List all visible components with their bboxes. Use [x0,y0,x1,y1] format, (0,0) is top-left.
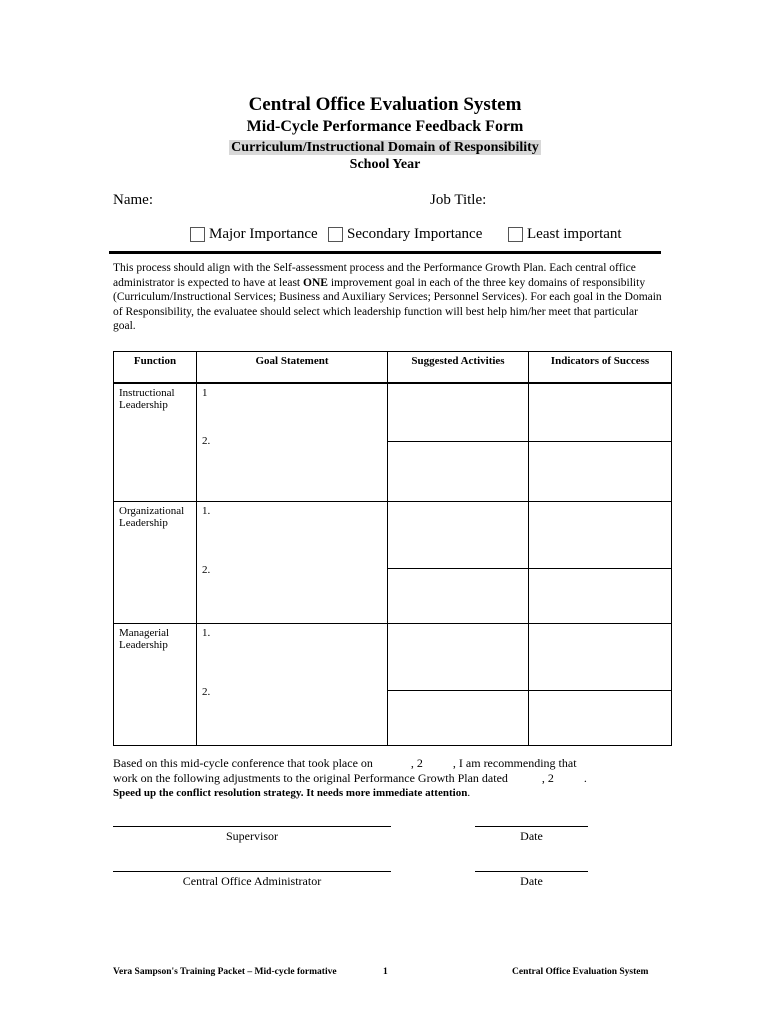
intro-text-2: improvement goal in each of the three key domains of responsibility (Curriculum/Instructional Services; Business and Auxiliary Services; Personnel Services). For each goal in the Domain of Responsibility, the evaluatee should select which leadership function will best help him/her meet that particular goal. [113,276,662,333]
activities-cell[interactable] [388,501,529,568]
goal-cell[interactable] [197,501,388,623]
secondary-importance-label: Secondary Importance [347,226,483,242]
least-important-checkbox[interactable] [508,227,523,242]
table-header-row [114,352,672,384]
date-label: Date [520,874,543,888]
closing-text: , I am recommending that [452,756,577,770]
closing-line-2 [113,771,673,786]
indicators-cell[interactable] [529,501,672,568]
administrator-date-line[interactable] [475,871,588,872]
form-title: Central Office Evaluation System [248,94,522,115]
table-row [114,383,672,441]
table-row [114,623,672,690]
function-cell: Organizational Leadership [114,501,197,623]
goal-number: 1. [202,626,211,639]
indicators-cell[interactable] [529,441,672,501]
header-function: Function [114,352,197,384]
closing-text: , 2 [541,771,554,785]
supervisor-date-line[interactable] [475,826,588,827]
major-importance-label: Major Importance [209,226,318,242]
header-goal-statement: Goal Statement [197,352,388,384]
form-subtitle: Mid-Cycle Performance Feedback Form [246,118,524,135]
indicators-cell[interactable] [529,568,672,623]
name-label: Name: [113,192,153,208]
goal-cell[interactable] [197,383,388,501]
closing-text: work on the following adjustments to the original Performance Growth Plan dated [113,771,508,785]
table-row [114,501,672,568]
least-important-label: Least important [527,226,622,242]
domain-heading [0,140,770,156]
goal-number: 2. [202,685,211,698]
administrator-signature-line[interactable] [113,871,391,872]
goal-number: 2. [202,435,211,447]
header-indicators: Indicators of Success [529,352,672,384]
header-suggested-activities: Suggested Activities [388,352,529,384]
activities-cell[interactable] [388,568,529,623]
goal-number: 1 [202,387,208,399]
activities-cell[interactable] [388,441,529,501]
footer-right: Central Office Evaluation System [512,967,649,977]
least-important-option[interactable] [508,224,622,244]
date-label: Date [520,829,543,843]
goal-number: 1. [202,504,211,517]
major-importance-option[interactable] [190,224,318,244]
supervisor-signature-line[interactable] [113,826,391,827]
intro-emphasis: ONE [303,276,328,289]
activities-cell[interactable] [388,690,529,745]
intro-paragraph [113,261,663,334]
intro-text-1: This process should align with the Self-assessment process and the Performance Growth Plan. Each central office administrator is expected to have at least [113,262,636,289]
closing-text: . [583,771,587,785]
domain-heading-text: Curriculum/Instructional Domain of Responsibility [231,140,539,155]
goal-cell[interactable] [197,623,388,745]
job-title-label: Job Title: [430,192,487,208]
indicators-cell[interactable] [529,690,672,745]
recommendation-text [113,786,673,801]
recommendation-bold: Speed up the conflict resolution strategy. It needs more immediate attention [113,787,468,799]
closing-text: Based on this mid-cycle conference that took place on [113,756,373,770]
goal-number: 2. [202,563,211,576]
footer-page-number: 1 [383,967,388,977]
closing-paragraph [113,756,673,801]
goals-table [113,351,672,746]
secondary-importance-checkbox[interactable] [328,227,343,242]
secondary-importance-option[interactable] [328,224,482,244]
indicators-cell[interactable] [529,383,672,441]
footer-left: Vera Sampson's Training Packet – Mid-cycle formative [113,967,337,977]
function-cell: Instructional Leadership [114,383,197,501]
activities-cell[interactable] [388,623,529,690]
activities-cell[interactable] [388,383,529,441]
section-divider [109,251,661,254]
closing-line-1 [113,756,673,771]
school-year-label: School Year [349,157,421,172]
indicators-cell[interactable] [529,623,672,690]
function-cell: Managerial Leadership [114,623,197,745]
supervisor-label: Supervisor [226,829,278,843]
recommendation-end: . [467,787,471,799]
administrator-label: Central Office Administrator [182,874,322,888]
closing-text: , 2 [410,756,423,770]
major-importance-checkbox[interactable] [190,227,205,242]
